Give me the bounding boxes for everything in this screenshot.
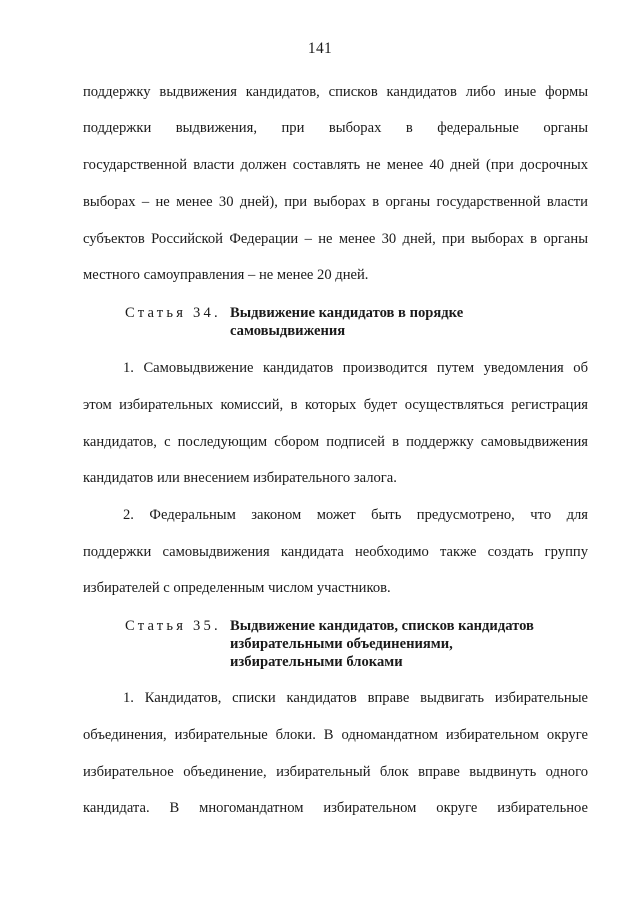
paragraph-line: поддержки самовыдвижения кандидата необходимо также создать группу — [83, 544, 588, 560]
paragraph-line: кандидатов, с последующим сбором подписей в поддержку самовыдвижения — [83, 434, 588, 450]
paragraph-line: 1. Самовыдвижение кандидатов производится путем уведомления об — [123, 360, 588, 376]
paragraph-line: объединения, избирательные блоки. В одномандатном избирательном округе — [83, 727, 588, 743]
paragraph-line: поддержки выдвижения, при выборах в федеральные органы — [83, 120, 588, 136]
paragraph-line: избирателей с определенным числом участников. — [83, 580, 391, 596]
paragraph-line: этом избирательных комиссий, в которых будет осуществляться регистрация — [83, 397, 588, 413]
paragraph-line: кандидатов или внесением избирательного залога. — [83, 470, 397, 486]
article-35-title-line: избирательными объединениями, — [230, 636, 453, 652]
paragraph-line: кандидата. В многомандатном избирательном округе избирательное — [83, 800, 588, 816]
paragraph-line: выборах – не менее 30 дней), при выборах в органы государственной власти — [83, 194, 588, 210]
article-35-label: Статья 35. — [125, 618, 221, 634]
paragraph-line: 2. Федеральным законом может быть предусмотрено, что для — [123, 507, 588, 523]
article-34-title-line: самовыдвижения — [230, 323, 346, 339]
article-35-title-line: избирательными блоками — [230, 654, 403, 670]
paragraph-line: 1. Кандидатов, списки кандидатов вправе выдвигать избирательные — [123, 690, 588, 706]
article-35-title-line: Выдвижение кандидатов, списков кандидатов — [230, 618, 534, 634]
paragraph-line: избирательное объединение, избирательный блок вправе выдвинуть одного — [83, 764, 588, 780]
paragraph-line: поддержку выдвижения кандидатов, списков кандидатов либо иные формы — [83, 84, 588, 100]
article-34-title-line: Выдвижение кандидатов в порядке — [230, 305, 464, 321]
paragraph-line: субъектов Российской Федерации – не менее 30 дней, при выборах в органы — [83, 231, 588, 247]
page-number: 141 — [307, 40, 333, 57]
article-34-label: Статья 34. — [125, 305, 221, 321]
paragraph-line: местного самоуправления – не менее 20 дней. — [83, 267, 369, 283]
paragraph-line: государственной власти должен составлять не менее 40 дней (при досрочных — [83, 157, 588, 173]
